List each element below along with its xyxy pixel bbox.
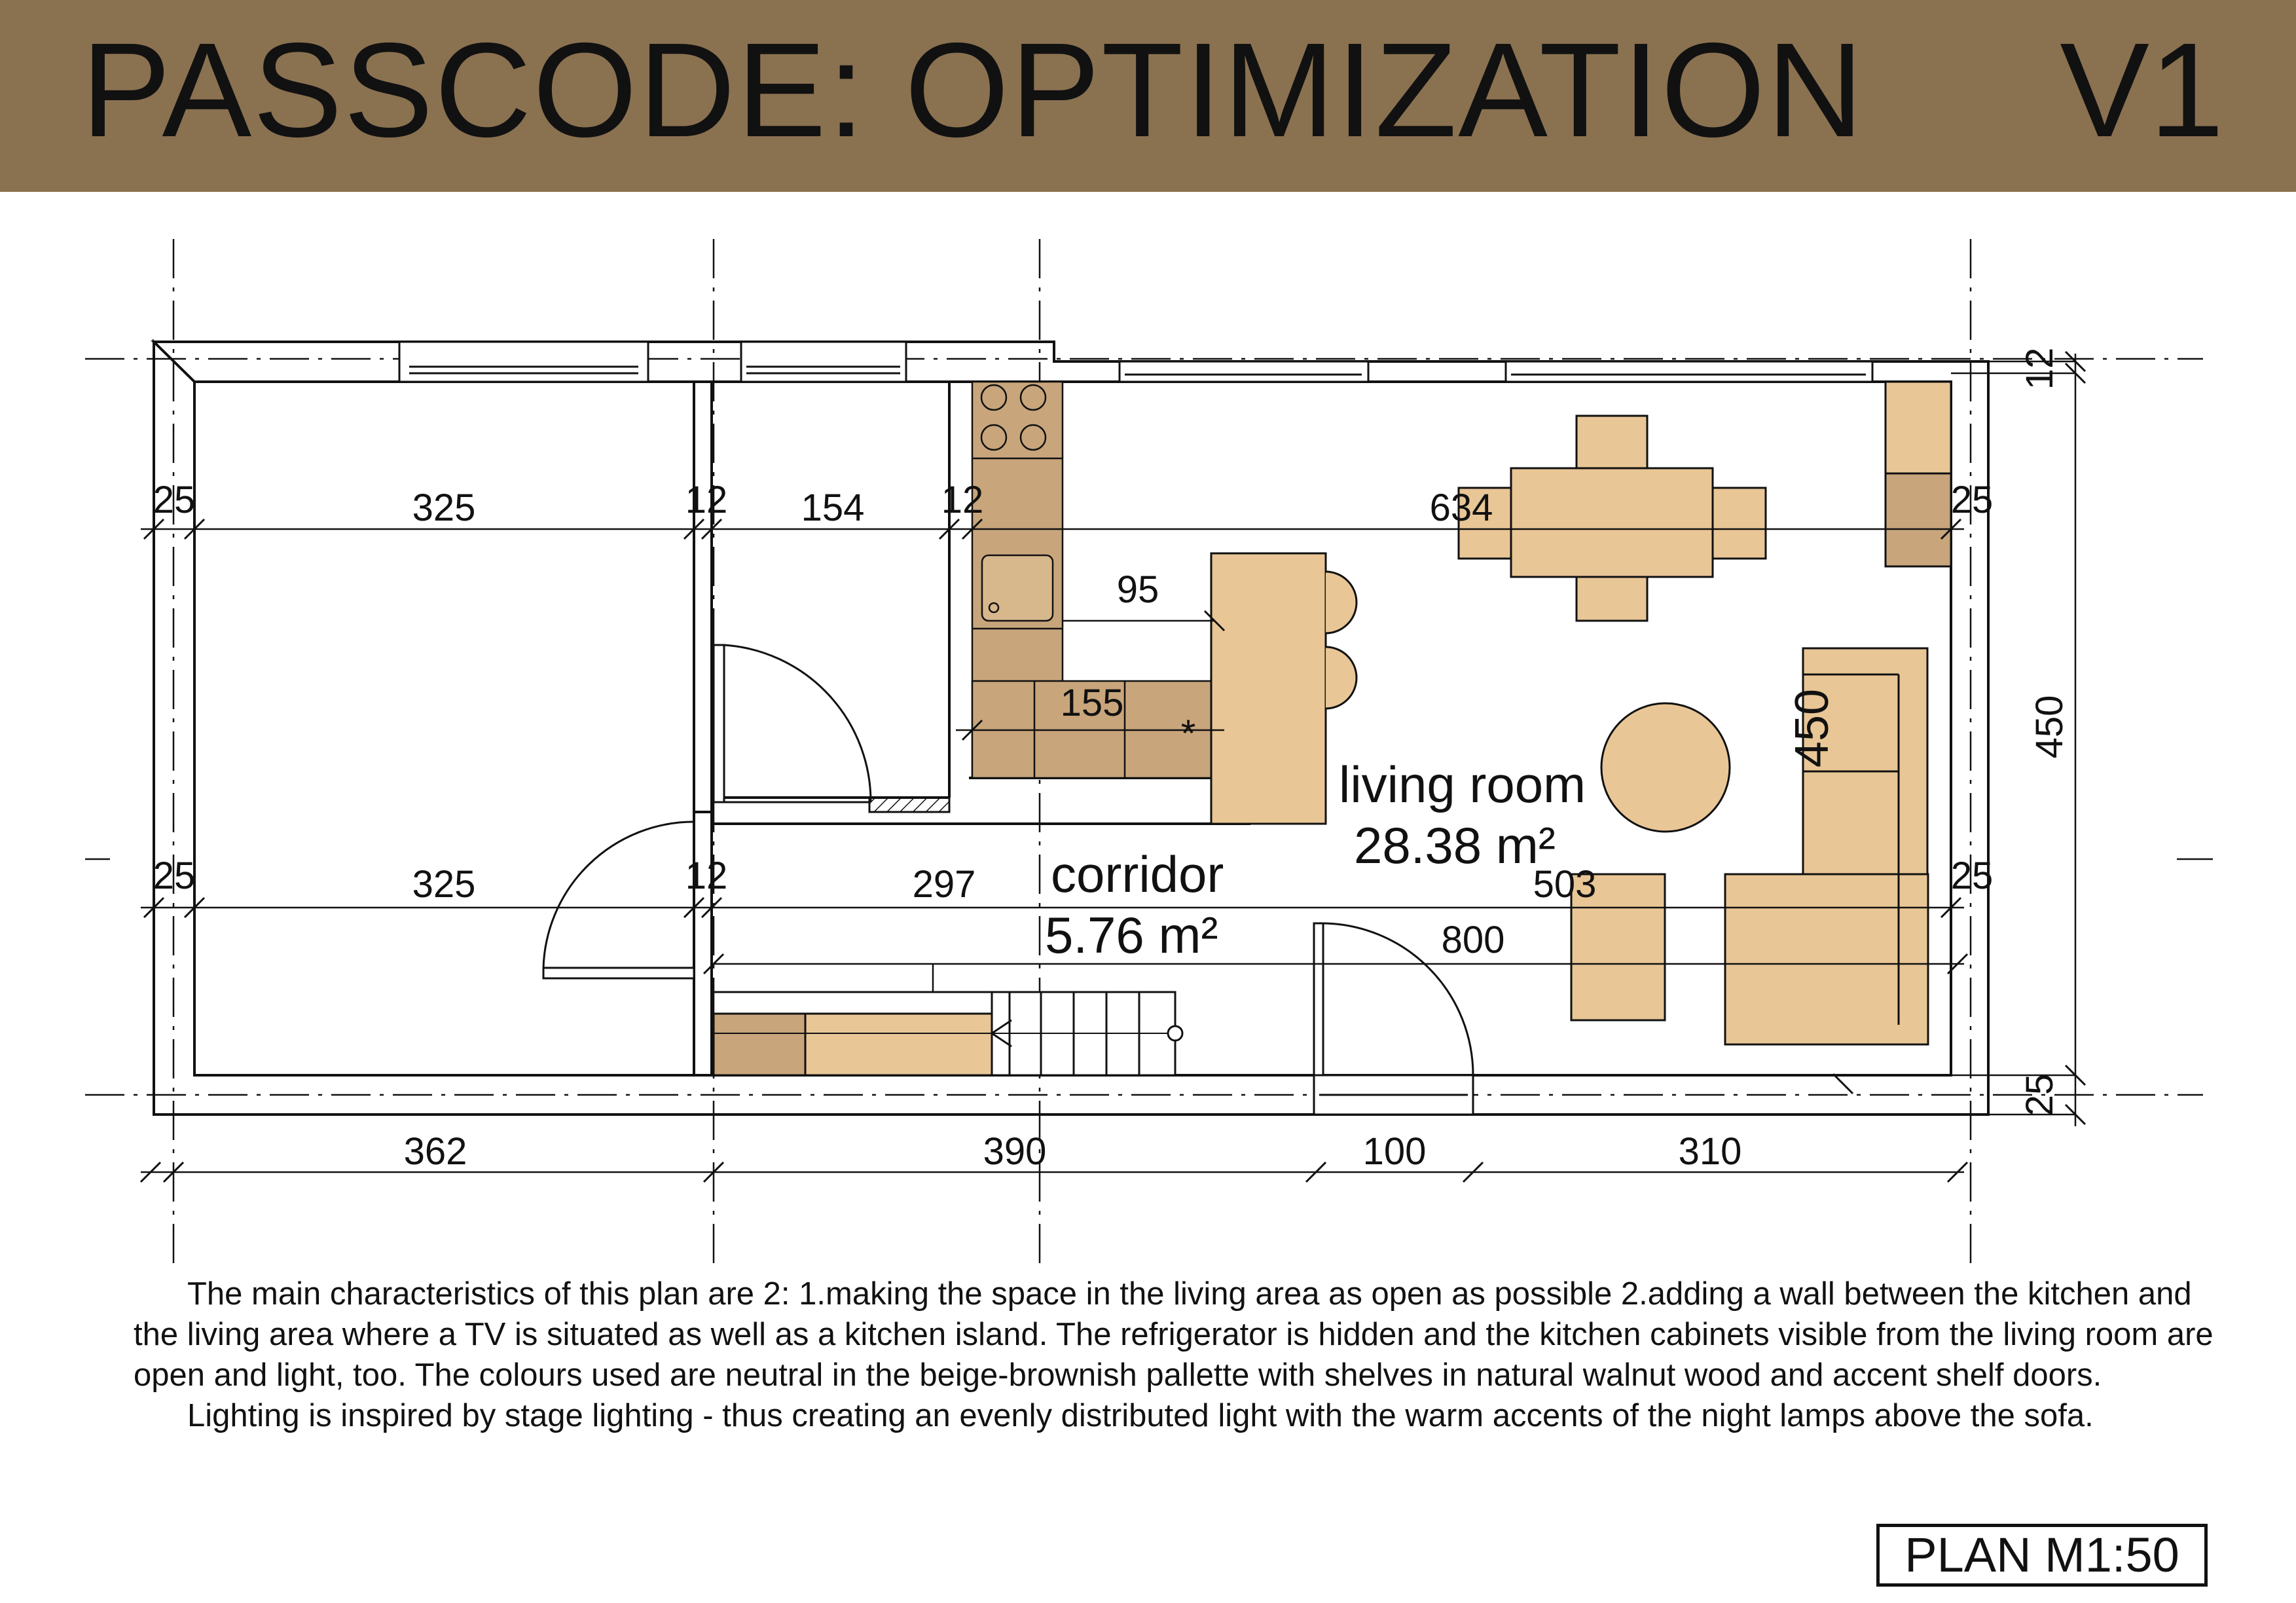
corridor-name: corridor [1051, 845, 1224, 903]
dim-mid-25-left: 25 [153, 855, 196, 897]
dim-right-12: 12 [2018, 347, 2061, 390]
living-room-name: living room [1339, 756, 1586, 813]
dim-top-12-a: 12 [685, 479, 728, 521]
dim-top-25-right: 25 [1950, 479, 1994, 521]
dim-bottom-100: 100 [1362, 1130, 1427, 1173]
dim-mid-325: 325 [412, 863, 476, 906]
dim-top-12-b: 12 [941, 479, 984, 521]
dim-right-450: 450 [2028, 695, 2071, 759]
dim-bottom-390: 390 [983, 1130, 1047, 1173]
dim-mid-297: 297 [912, 863, 976, 906]
corridor-area: 5.76 m² [1045, 906, 1218, 964]
kitchen-island [1211, 553, 1357, 824]
living-room-area: 28.38 m² [1354, 817, 1556, 874]
dim-kitchen-155: 155 [1060, 682, 1124, 724]
page-title: PASSCODE: OPTIMIZATION [81, 15, 1865, 165]
coffee-table [1601, 703, 1730, 832]
dim-top-634: 634 [1429, 487, 1493, 529]
dim-mid-25-right: 25 [1950, 855, 1994, 897]
dining-table [1459, 416, 1766, 621]
dim-kitchen-95: 95 [1116, 568, 1159, 611]
dim-mid-12: 12 [685, 855, 728, 897]
dim-right-25: 25 [2018, 1073, 2061, 1116]
stairs [714, 992, 1182, 1075]
dim-living-height: 450 [1786, 688, 1838, 768]
dim-mid-503: 503 [1533, 863, 1597, 906]
dim-bottom-362: 362 [403, 1130, 467, 1173]
dim-top-154: 154 [801, 487, 865, 529]
description [134, 1274, 2215, 1436]
dim-bottom-310: 310 [1678, 1130, 1742, 1173]
description-paragraph-1: The main characteristics of this plan are 2: 1.making the space in the living area as open as possible 2.adding a wall between the kitchen and the living area where a TV is situated as well as a kitchen island. The refrigerator is hidden and the kitchen cabinets visible from the living room are open and light, too. The colours used are neutral in the beige-brownish pallette with shelves in natural walnut wood and accent shelf doors. [134, 1276, 2214, 1393]
hatched-wall [869, 798, 949, 812]
windows [399, 342, 1872, 382]
dim-door-800: 800 [1441, 919, 1505, 961]
description-paragraph-2: Lighting is inspired by stage lighting - thus creating an evenly distributed light with the warm accents of the night lamps above the sofa. [187, 1398, 2094, 1433]
dim-top-25-left: 25 [153, 479, 196, 521]
star-mark: * [1180, 712, 1196, 755]
dim-top-325: 325 [412, 487, 476, 529]
version-label: V1 [2060, 15, 2224, 165]
scale-label: PLAN M1:50 [1876, 1524, 2208, 1587]
